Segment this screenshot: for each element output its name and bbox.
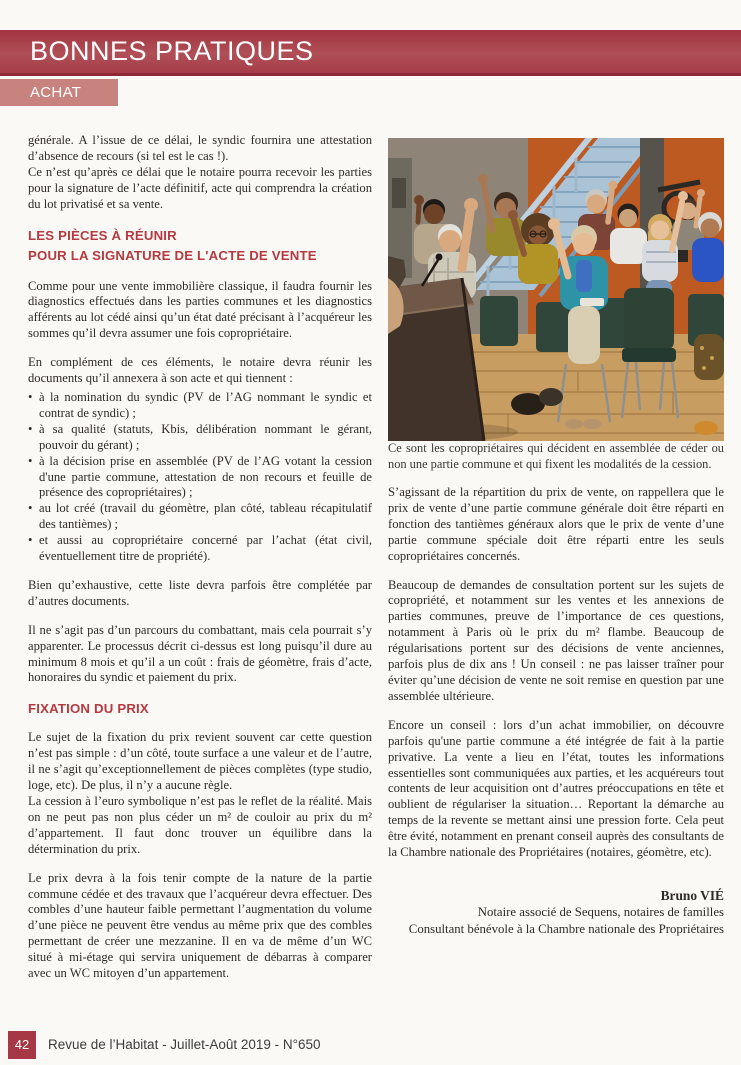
section-heading-pieces-line2: POUR LA SIGNATURE DE L'ACTE DE VENTE (28, 247, 317, 263)
body-paragraph: Ce n’est qu’après ce délai que le notaire pourra recevoir les parties pour la signature de l’acte définitif, acte qui comprendra la création du lot privatisé et sa vente. (28, 164, 372, 211)
body-paragraph: Il ne s’agit pas d’un parcours du combattant, mais cela pourrait s’y apparenter. Le processus décrit ci-dessus est long puisqu’il dure au minimum 8 mois et qu’il a un coût : frais de géomètre, frais d’acte, honoraires du syndic et paiement du prix. (28, 622, 372, 685)
body-paragraph: La cession à l’euro symbolique n’est pas le reflet de la réalité. Mais on ne peut pas non plus céder un m² de couloir au prix du m² d’appartement. Il faut donc trouver un équilibre dans la détermination du prix. (28, 794, 372, 856)
body-paragraph: Comme pour une vente immobilière classique, il faudra fournir les diagnostics effectués dans les parties communes et les diagnostics afférents au lot cédé ainsi qu’un état daté précisant à l’acquéreur les sommes qu’il devra assumer une fois copropriétaire. (28, 278, 372, 341)
issue-reference: Revue de l’Habitat - Juillet-Août 2019 - N°650 (48, 1037, 321, 1052)
section-heading-prix: FIXATION DU PRIX (28, 701, 149, 717)
body-paragraph: Beaucoup de demandes de consultation portent sur les sujets de copropriété, et notamment sur les ventes et les annexions de parties communes, preuve de l’importance de ces questions, notamment à Paris où le prix du m² flambe. Beaucoup de régularisations portent sur des décisions de vente anciennes, parfois plus de dix ans ! Un conseil : ne pas laisser traîner pour éviter qu’une décision de vente ne soit remise en question par une assemblée ultérieure. (388, 577, 724, 703)
body-paragraph: générale. A l’issue de ce délai, le syndic fournira une attestation d’absence de recours (si tel est le cas !). (28, 133, 372, 163)
assembly-photo-illustration (388, 138, 724, 441)
section-title: BONNES PRATIQUES (30, 36, 314, 66)
section-heading-pieces-line1: LES PIÈCES À RÉUNIR (28, 227, 177, 243)
list-item: • à la nomination du syndic (PV de l’AG nommant le syndic et contrat de syndic) ; (28, 390, 372, 422)
right-column (388, 138, 724, 938)
body-paragraph: Bien qu’exhaustive, cette liste devra parfois être complétée par d’autres documents. (28, 577, 372, 608)
list-item: • à la décision prise en assemblée (PV de l’AG votant la cession d'une partie commune, attestation de non recours et feuille de présence des copropriétaires) ; (28, 454, 372, 502)
category-bar (0, 79, 118, 106)
body-paragraph: Encore un conseil : lors d’un achat immobilier, on découvre parfois qu'une partie commune a été intégrée de fait à la partie privative. La vente a lieu en l’état, toutes les informations essentielles sont communiquées aux parties, et les acquéreurs tout contents de leur acquisition ont d’autres préoccupations en tête et oublient de régulariser la situation… Reportant la démarche au temps de la revente se mettant ainsi une pression forte. Cela peut être évité, notamment en prenant conseil auprès des consultants de la Chambre nationale des Propriétaires (notaires, géomètre, etc). (388, 717, 724, 860)
body-paragraph: Le sujet de la fixation du prix revient souvent car cette question n’est pas simple : d’un côté, toute surface a une valeur et de l’autre, il ne s’agit qu’exceptionnellement de pièces complètes (type studio, loge, etc). De plus, il n’y a aucune règle. (28, 730, 372, 793)
author-signature (388, 887, 724, 938)
assembly-photo (388, 138, 724, 441)
page-footer (0, 1029, 741, 1059)
list-item: • à sa qualité (statuts, Kbis, délibération nommant le gérant, pouvoir du gérant) ; (28, 422, 372, 454)
documents-bullet-list (28, 390, 372, 565)
left-column (28, 133, 372, 995)
page-number-badge: 42 (8, 1031, 36, 1059)
body-paragraph: Le prix devra à la fois tenir compte de la nature de la partie commune cédée et des travaux que l’acquéreur devra effectuer. Des combles d’une hauteur faible permettant l’augmentation du volume d’une pièce ne peuvent être vendus au même prix que des combles permettant de créer une mezzanine. Il en va de même d’un WC situé à mi-étage qui servira uniquement de débarras à comparer avec un WC mitoyen d’un appartement. (28, 870, 372, 981)
list-item: • au lot créé (travail du géomètre, plan côté, tableau récapitulatif des tantièmes) ; (28, 501, 372, 533)
author-name: Bruno VIÉ (660, 887, 724, 903)
body-paragraph: En complément de ces éléments, le notaire devra réunir les documents qu’il annexera à son acte et qui tiennent : (28, 355, 372, 386)
author-title-line2: Consultant bénévole à la Chambre nationale des Propriétaires (408, 921, 724, 936)
section-header-bar (0, 30, 741, 76)
photo-caption: Ce sont les copropriétaires qui décident en assemblée de céder ou non une partie commune et qui fixent les modalités de la cession. (388, 441, 724, 471)
list-item: • et aussi au copropriétaire concerné par l’achat (état civil, éventuellement titre de propriété). (28, 533, 372, 565)
category-label: ACHAT (30, 84, 82, 101)
author-title-line1: Notaire associé de Sequens, notaires de familles (477, 904, 724, 919)
body-paragraph: S’agissant de la répartition du prix de vente, on rappellera que le prix de vente d’une partie commune générale doit être réparti en fonction des tantièmes généraux alors que le prix de vente d’une partie commune spéciale doit être réparti entre les seuls copropriétaires concernés. (388, 485, 724, 563)
